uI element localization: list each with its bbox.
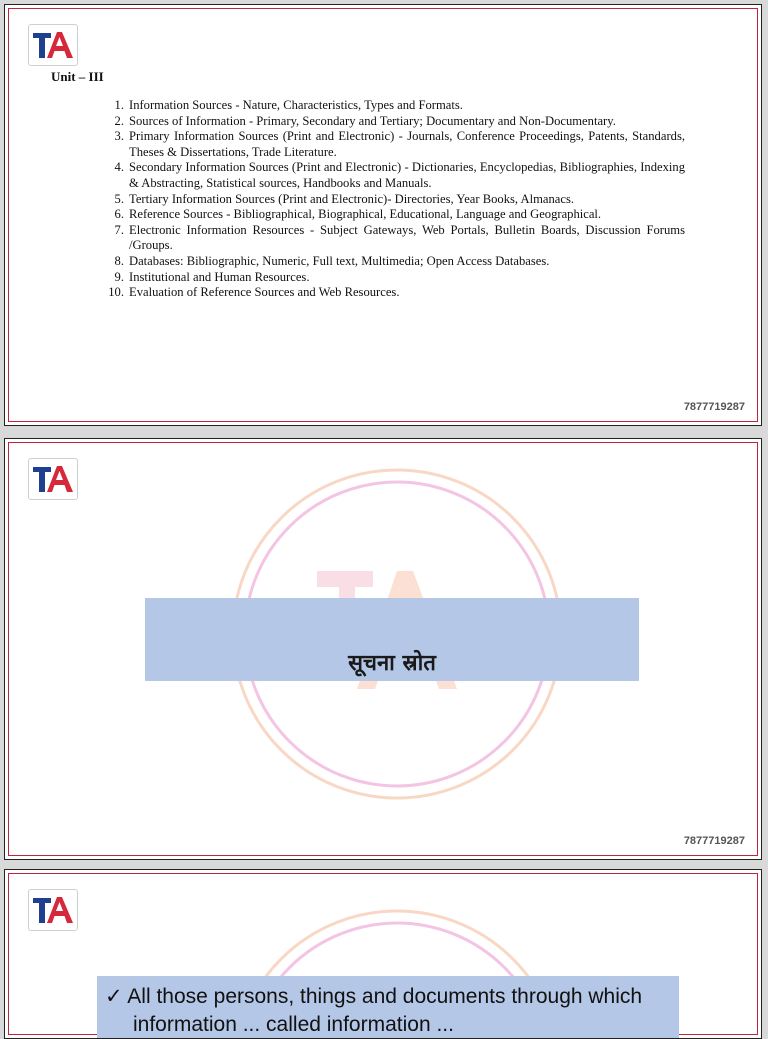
syllabus-item-number: 5. (114, 191, 124, 206)
syllabus-item (101, 129, 685, 160)
syllabus-item-number: 10. (108, 285, 124, 300)
syllabus-item-number: 3. (114, 129, 124, 144)
syllabus-item (101, 114, 685, 130)
syllabus-item (101, 160, 685, 191)
unit-title: Unit – III (51, 69, 104, 84)
syllabus-item-text: Databases: Bibliographic, Numeric, Full text, Multimedia; Open Access Databases. (129, 253, 550, 268)
syllabus-item-number: 6. (114, 207, 124, 222)
syllabus-list (101, 98, 685, 301)
syllabus-item (101, 223, 685, 254)
syllabus-item-text: Information Sources - Nature, Characteristics, Types and Formats. (129, 98, 463, 112)
syllabus-item-text: Tertiary Information Sources (Print and Electronic)- Directories, Year Books, Almanacs. (129, 191, 575, 206)
ta-logo (28, 24, 78, 66)
phone-number: 7877719287 (683, 835, 745, 847)
syllabus-item-number: 9. (114, 269, 124, 284)
definition-line-1: ✓ All those persons, things and documents through which (105, 985, 643, 1008)
slide-title (4, 438, 762, 860)
slide-definition (4, 869, 762, 1039)
ta-logo (28, 889, 78, 931)
syllabus-item (101, 192, 685, 208)
syllabus-item-text: Institutional and Human Resources. (129, 269, 310, 284)
syllabus-item-number: 8. (114, 253, 124, 268)
syllabus-item-text: Reference Sources - Bibliographical, Biographical, Educational, Language and Geographical. (129, 207, 602, 222)
syllabus-item-number: 2. (114, 113, 124, 128)
syllabus-item (101, 285, 685, 301)
ta-logo (28, 458, 78, 500)
syllabus-item (101, 98, 685, 114)
title-box (145, 598, 639, 681)
syllabus-item-text: Secondary Information Sources (Print and Electronic) - Dictionaries, Encyclopedias, Bibliographies, Indexing & Abstracting, Statistical sources, Handbooks and Manuals. (129, 160, 685, 190)
slide-syllabus (4, 4, 762, 426)
syllabus-item (101, 254, 685, 270)
syllabus-item (101, 207, 685, 223)
syllabus-item-text: Primary Information Sources (Print and Electronic) - Journals, Conference Proceedings, Patents, Standards, Theses & Dissertations, Trade Literature. (129, 129, 685, 159)
syllabus-item-text: Sources of Information - Primary, Secondary and Tertiary; Documentary and Non-Documentary. (129, 113, 616, 128)
syllabus-item-number: 7. (114, 222, 124, 237)
phone-number: 7877719287 (683, 401, 745, 413)
syllabus-item-text: Electronic Information Resources - Subject Gateways, Web Portals, Bulletin Boards, Discussion Forums /Groups. (129, 222, 685, 253)
syllabus-item-number: 4. (114, 160, 124, 175)
syllabus-item (101, 270, 685, 286)
slide-heading: सूचना स्रोत (348, 650, 436, 676)
syllabus-item-number: 1. (114, 98, 124, 112)
syllabus-item-text: Evaluation of Reference Sources and Web Resources. (129, 285, 400, 300)
definition-line-2: information ... called information ... (133, 1013, 454, 1036)
